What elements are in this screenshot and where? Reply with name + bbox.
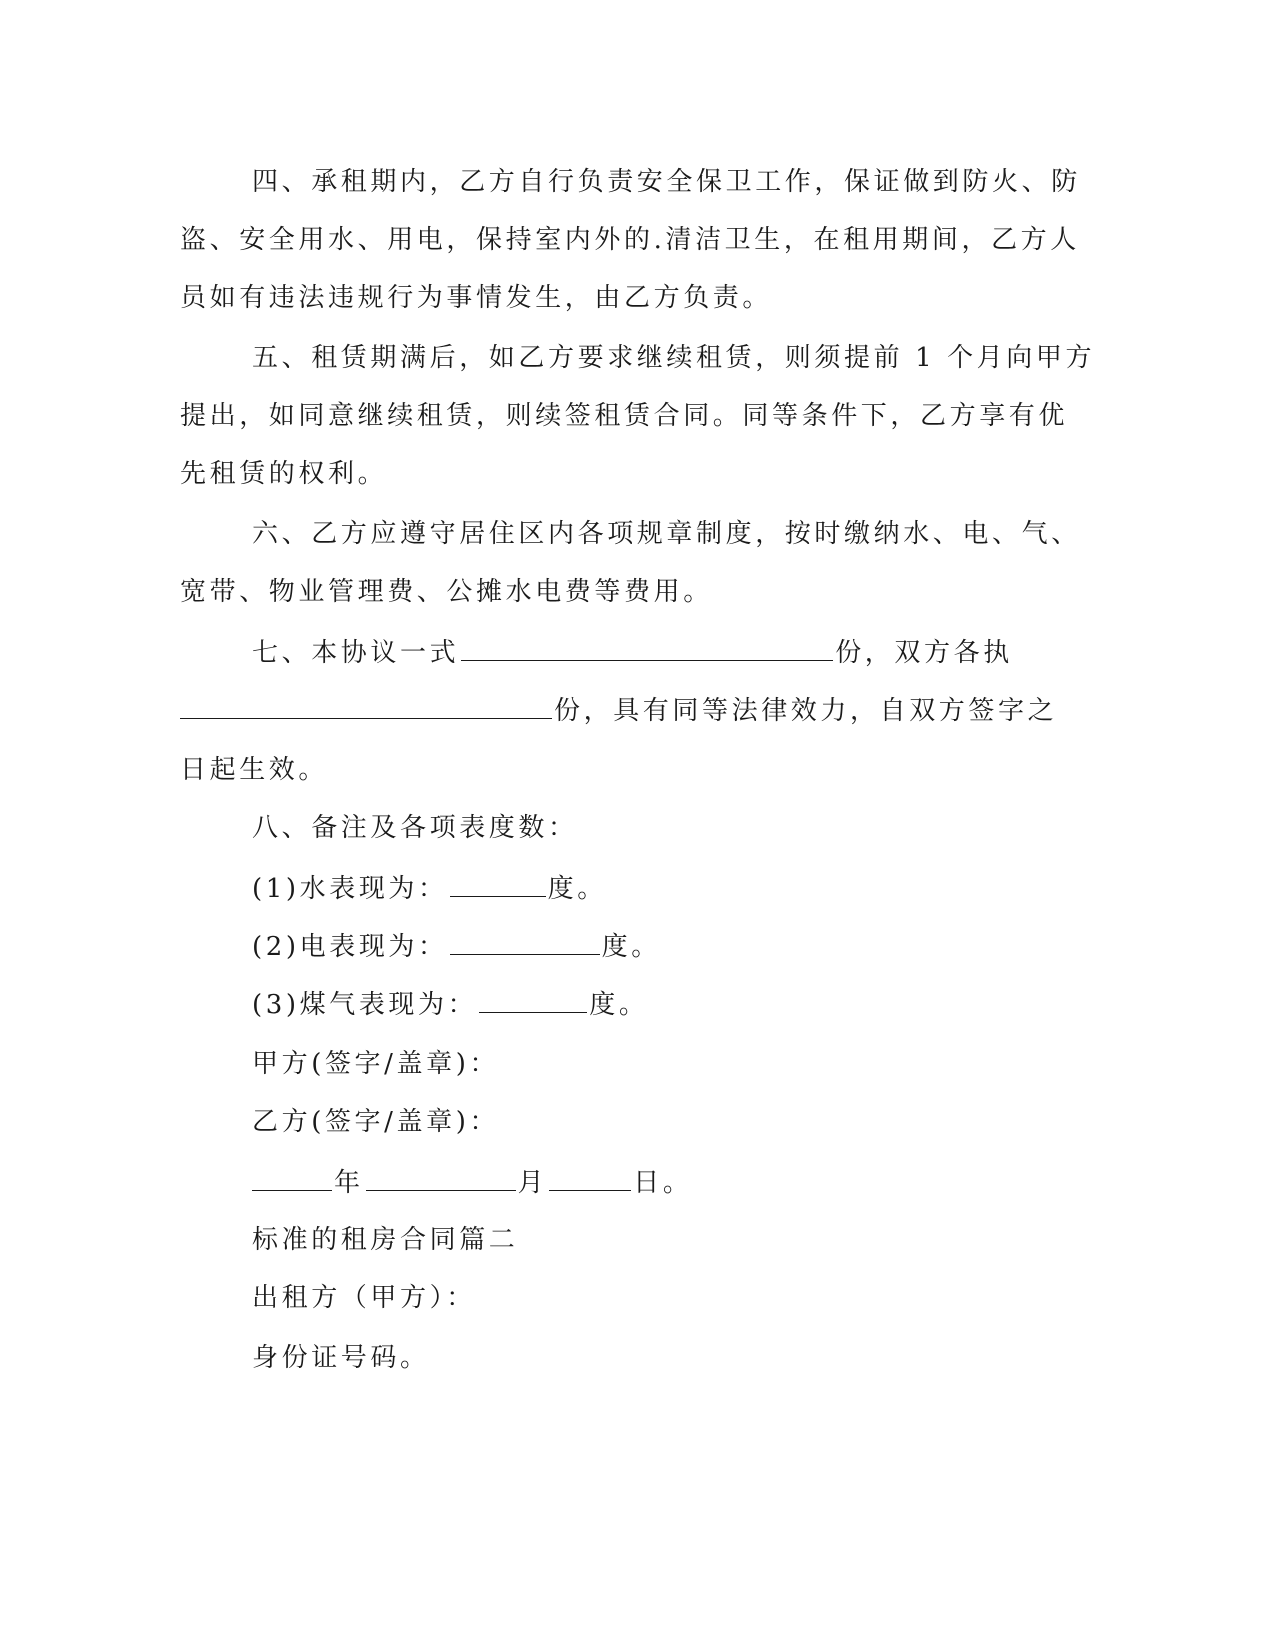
electric-meter-line	[252, 928, 661, 965]
gas-meter-unit: 度。	[589, 990, 649, 1020]
water-meter-line	[252, 870, 607, 907]
gas-meter-label: (3)煤气表现为：	[252, 990, 478, 1020]
electric-meter-unit: 度。	[601, 932, 661, 962]
clause7-suffix1: 份，双方各执	[835, 638, 1013, 668]
day-blank	[549, 1164, 631, 1191]
clause6-line1: 六、乙方应遵守居住区内各项规章制度，按时缴纳水、电、气、	[252, 519, 1081, 549]
water-meter-label: (1)水表现为：	[252, 874, 448, 904]
clause7-line3: 日起生效。	[180, 755, 329, 785]
clause7-line2	[180, 692, 1057, 729]
copies-each-blank	[180, 692, 552, 719]
copies-total-blank	[461, 634, 833, 661]
clause7-prefix: 七、本协议一式	[252, 638, 460, 668]
gas-meter-blank	[479, 986, 587, 1013]
clause5-line2: 提出，如同意继续租赁，则续签租赁合同。同等条件下，乙方享有优	[180, 401, 1069, 431]
date-line	[252, 1164, 692, 1201]
clause5-line1: 五、租赁期满后，如乙方要求继续租赁，则须提前 1 个月向甲方	[252, 343, 1096, 373]
electric-meter-label: (2)电表现为：	[252, 932, 448, 962]
clause4-line1: 四、承租期内，乙方自行负责安全保卫工作，保证做到防火、防	[252, 167, 1081, 197]
electric-meter-blank	[450, 928, 600, 955]
year-blank	[252, 1164, 332, 1191]
clause8-heading: 八、备注及各项表度数：	[252, 813, 578, 843]
year-label: 年	[334, 1168, 364, 1198]
lessor-label: 出租方（甲方）：	[252, 1283, 476, 1313]
water-meter-blank	[450, 870, 546, 897]
water-meter-unit: 度。	[547, 874, 607, 904]
clause7-line1	[252, 634, 1013, 671]
day-label: 日。	[633, 1168, 693, 1198]
gas-meter-line	[252, 986, 648, 1023]
id-number-label: 身份证号码。	[252, 1343, 430, 1373]
clause6-line2: 宽带、物业管理费、公摊水电费等费用。	[180, 577, 713, 607]
party-a-signature: 甲方(签字/盖章)：	[252, 1049, 500, 1079]
clause7-suffix2: 份，具有同等法律效力，自双方签字之	[554, 696, 1058, 726]
clause5-line3: 先租赁的权利。	[180, 459, 388, 489]
month-label: 月	[517, 1168, 548, 1198]
party-b-signature: 乙方(签字/盖章)：	[252, 1107, 500, 1137]
clause4-line2: 盗、安全用水、用电，保持室内外的.清洁卫生，在租用期间，乙方人	[180, 225, 1080, 255]
month-blank	[366, 1164, 516, 1191]
section2-title: 标准的租房合同篇二	[252, 1225, 519, 1255]
clause4-line3: 员如有违法违规行为事情发生，由乙方负责。	[180, 283, 773, 313]
